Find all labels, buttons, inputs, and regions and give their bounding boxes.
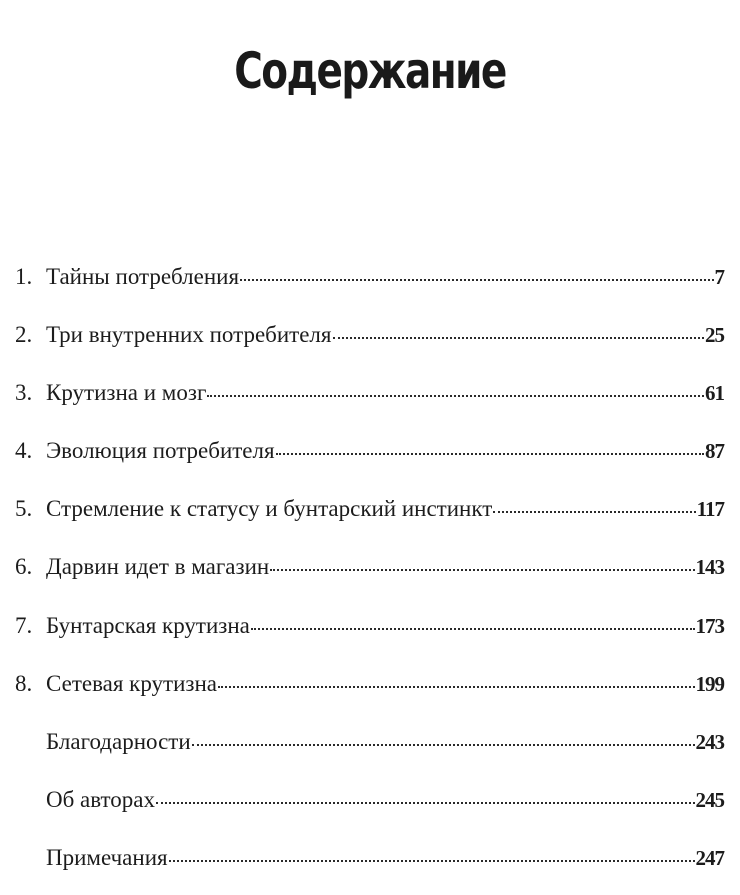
chapter-title: Эволюция потребителя (46, 438, 275, 464)
page-title: Содержание (234, 41, 506, 100)
chapter-number: 5. (15, 496, 33, 522)
page-number: 199 (695, 671, 724, 696)
page-number: 87 (705, 439, 724, 464)
chapter-number: 3. (15, 380, 33, 406)
chapter-number: 4. (15, 438, 33, 464)
chapter-title: Бунтарская крутизна (46, 612, 250, 638)
toc-entry-about-authors[interactable] (0, 779, 740, 837)
dot-leader (270, 568, 694, 571)
section-title: Об авторах (46, 786, 156, 812)
toc-entry-acknowledgements[interactable] (0, 721, 740, 779)
toc-entry-5[interactable] (0, 488, 740, 546)
page-number: 247 (695, 845, 724, 870)
toc-row (46, 436, 724, 466)
dot-leader (156, 801, 694, 804)
toc-entry-notes[interactable] (0, 837, 740, 895)
toc-entry-8[interactable] (0, 663, 740, 721)
toc-row (46, 320, 724, 350)
toc-entry-6[interactable] (0, 546, 740, 604)
chapter-number: 2. (15, 322, 33, 348)
page-number: 243 (695, 729, 724, 754)
page-number: 61 (705, 381, 724, 406)
page-number: 25 (705, 323, 724, 348)
toc-row (46, 262, 724, 292)
chapter-title: Три внутренних потребителя (46, 322, 332, 348)
dot-leader (251, 627, 695, 630)
chapter-number: 7. (15, 612, 33, 638)
toc-entry-1[interactable] (0, 256, 740, 314)
toc-row (46, 785, 724, 815)
chapter-title: Стремление к статусу и бунтарский инстинкт (46, 496, 493, 522)
table-of-contents (0, 256, 740, 895)
toc-entry-4[interactable] (0, 430, 740, 488)
chapter-title: Тайны потребления (46, 264, 240, 289)
toc-row (46, 552, 724, 582)
section-title: Благодарности (46, 728, 191, 754)
dot-leader (240, 278, 713, 281)
page-number: 7 (714, 265, 724, 289)
toc-entry-3[interactable] (0, 372, 740, 430)
page-number: 143 (695, 555, 724, 580)
toc-row (46, 669, 724, 699)
dot-leader (218, 685, 694, 688)
chapter-title: Дарвин идет в магазин (46, 554, 270, 580)
page-number: 245 (695, 787, 724, 812)
dot-leader (169, 859, 695, 862)
chapter-number: 1. (15, 264, 33, 289)
dot-leader (192, 743, 695, 746)
toc-row (46, 378, 724, 408)
toc-entry-7[interactable] (0, 605, 740, 663)
dot-leader (276, 452, 704, 455)
toc-entry-2[interactable] (0, 314, 740, 372)
toc-row (46, 727, 724, 757)
chapter-title: Крутизна и мозг (46, 380, 207, 406)
chapter-number: 6. (15, 554, 33, 580)
toc-row (46, 494, 724, 524)
dot-leader (333, 336, 705, 339)
page-number: 117 (696, 497, 724, 522)
toc-row (46, 611, 724, 641)
dot-leader (207, 394, 704, 397)
dot-leader (493, 510, 695, 513)
page-number: 173 (695, 613, 724, 638)
section-title: Примечания (46, 844, 168, 870)
toc-row (46, 843, 724, 873)
chapter-number: 8. (15, 670, 33, 696)
chapter-title: Сетевая крутизна (46, 670, 218, 696)
